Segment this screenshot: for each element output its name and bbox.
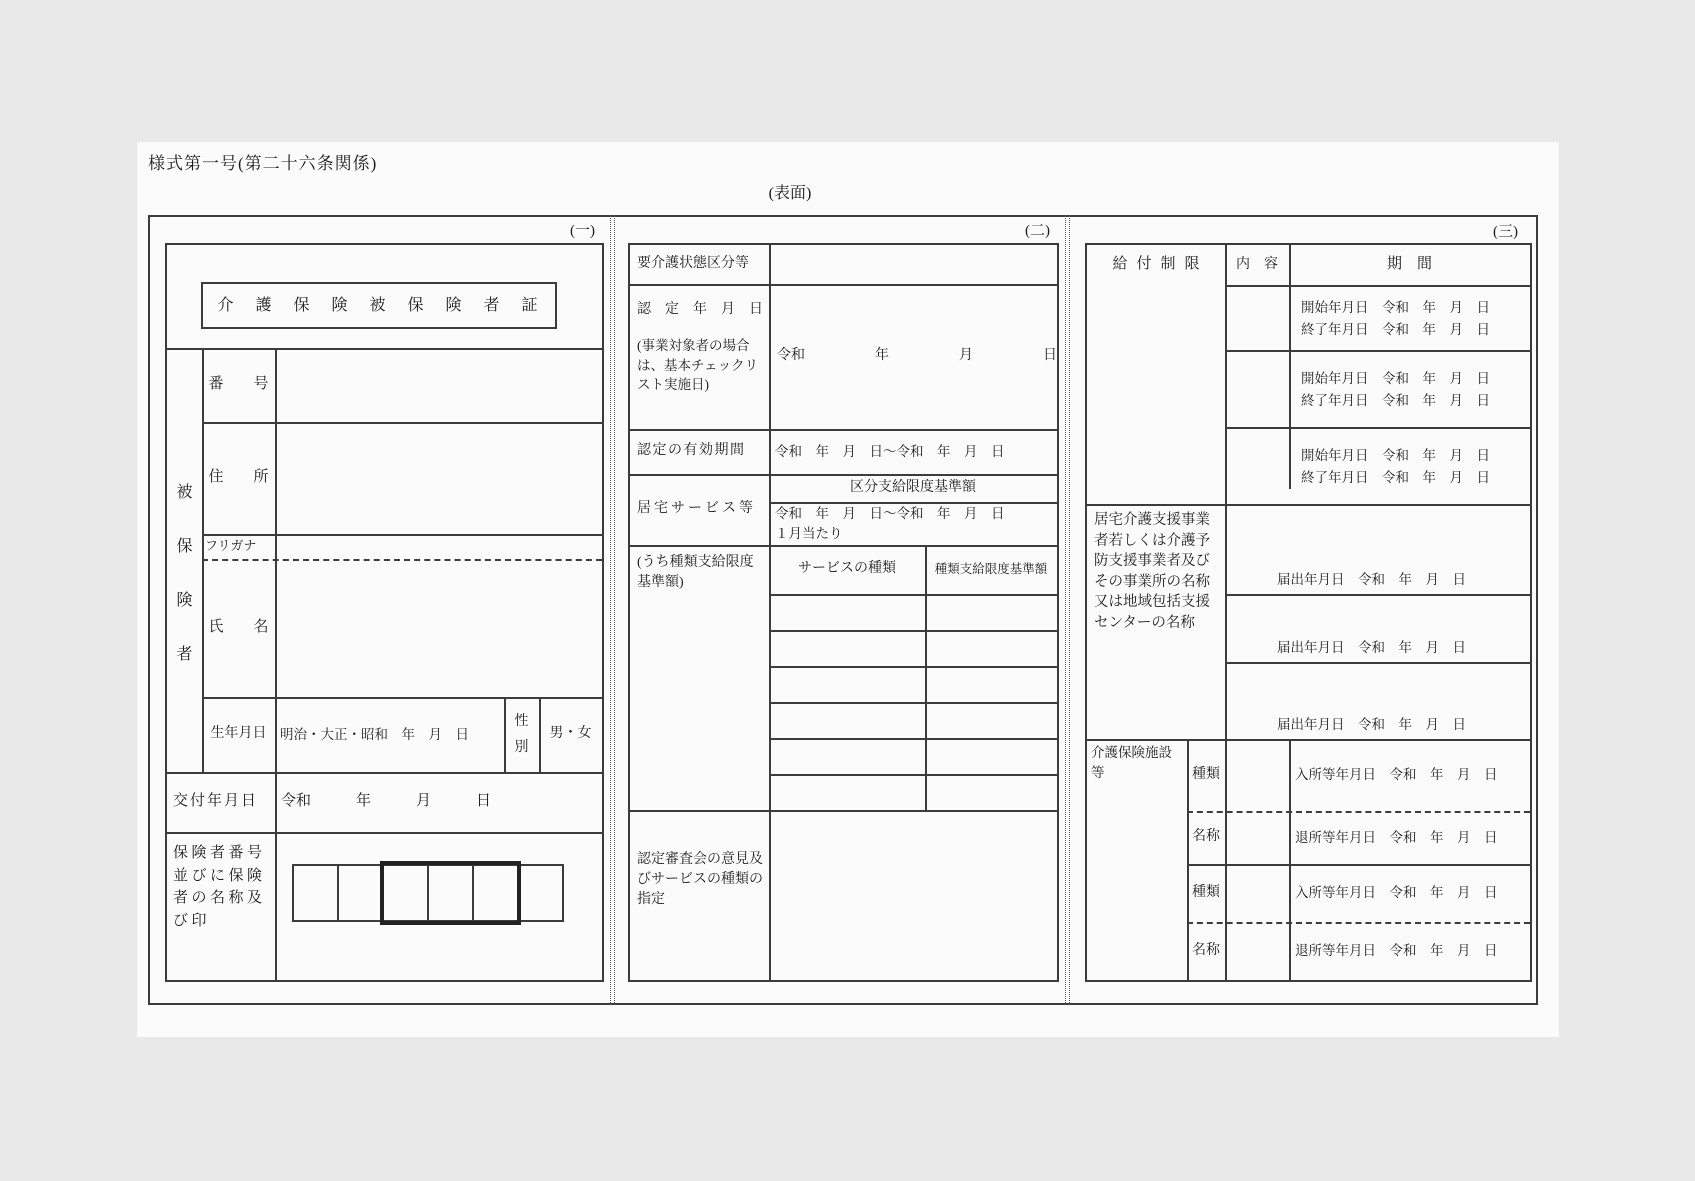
period-start: 開始年月日 令和 年 月 日 (1301, 371, 1490, 386)
category-limit-unit: １月当たり (775, 525, 843, 541)
period-end: 終了年月日 令和 年 月 日 (1301, 469, 1490, 485)
service-limit-row-cell (925, 738, 1057, 774)
address-value-cell (275, 422, 602, 534)
card-title-text: 介 護 保 険 被 保 険 者 証 (217, 296, 541, 314)
service-limit-row-cell (925, 630, 1057, 666)
period-end: 終了年月日 令和 年 月 日 (1301, 392, 1490, 408)
content-value-cell (1225, 350, 1289, 427)
service-type-row-cell (769, 702, 925, 738)
panel1-corner-label: (一) (570, 223, 595, 239)
facility-date-row: 入所等年月日 令和 年 月 日 (1295, 767, 1498, 783)
insurer-number-cell (429, 866, 474, 920)
facility-date-row: 退所等年月日 令和 年 月 日 (1295, 943, 1498, 959)
birthdate-label: 生年月日 (210, 726, 267, 742)
furigana-label: フリガナ (205, 538, 257, 554)
form-number-title: 様式第一号(第二十六条関係) (148, 154, 378, 173)
name-value-cell (275, 559, 602, 697)
issue-date-label: 交付年月日 (173, 793, 259, 810)
home-service-label: 居宅サービス等 (637, 501, 756, 517)
fold-line-2 (1065, 215, 1070, 1005)
content-value-cell (1225, 427, 1289, 504)
furigana-value-cell (275, 534, 602, 559)
facility-date-row: 退所等年月日 令和 年 月 日 (1295, 829, 1498, 845)
category-limit-header: 区分支給限度基準額 (850, 479, 976, 495)
insured-person-vertical-label-cell (167, 348, 202, 772)
content-value-cell (1225, 285, 1289, 350)
facility-name-label: 名称 (1192, 942, 1220, 958)
care-level-label: 要介護状態区分等 (637, 256, 749, 272)
insurer-number-boxes (292, 864, 564, 922)
insurer-number-cell (474, 866, 519, 920)
panel1-insured-card (165, 243, 604, 982)
service-type-header: サービスの種類 (798, 561, 896, 577)
service-type-row-cell (769, 594, 925, 630)
notification-date-row: 届出年月日 令和 年 月 日 (1277, 640, 1466, 656)
birthdate-value: 明治・大正・昭和 年 月 日 (280, 726, 469, 742)
review-board-value-cell (769, 810, 1057, 980)
facility-content-cell (1225, 864, 1289, 922)
service-limit-row-cell (925, 594, 1057, 630)
facility-content-cell (1225, 739, 1289, 811)
service-limit-row-cell (925, 666, 1057, 702)
insurer-number-cell (339, 866, 384, 920)
address-label: 住 所 (208, 469, 269, 486)
sex-label: 性別 (514, 713, 529, 755)
issue-date-value: 令和 年 月 日 (281, 793, 492, 810)
certification-date-label-cell (630, 284, 769, 429)
facility-name-label: 名称 (1192, 829, 1220, 845)
insurer-number-cell (384, 866, 429, 920)
notification-date-row: 届出年月日 令和 年 月 日 (1277, 572, 1466, 588)
review-board-label: 認定審査会の意見及びサービスの種類の指定 (637, 851, 763, 908)
period-start: 開始年月日 令和 年 月 日 (1301, 448, 1490, 463)
benefit-restriction-header: 給付制限 (1112, 256, 1209, 273)
service-limit-row-cell (925, 702, 1057, 738)
content-header: 内 容 (1236, 256, 1278, 272)
period-header: 期 間 (1386, 256, 1432, 273)
restriction-period-cell (1289, 350, 1530, 427)
period-start: 開始年月日 令和 年 月 日 (1301, 300, 1490, 315)
period-end: 終了年月日 令和 年 月 日 (1301, 321, 1490, 337)
insured-person-vertical-label: 被保険者 (176, 484, 193, 663)
valid-period-label: 認定の有効期間 (637, 443, 746, 459)
service-limit-header: 種類支給限度基準額 (934, 562, 1048, 577)
care-support-provider-label: 居宅介護支援事業者若しくは介護予防支援事業者及びその事業所の名称又は地域包括支援センターの名称 (1094, 512, 1210, 631)
valid-period-value: 令和 年 月 日～令和 年 月 日 (775, 443, 1005, 459)
sex-label-cell (504, 697, 539, 772)
panel2-certification (628, 243, 1059, 982)
category-limit-period-cell (769, 502, 1057, 545)
notification-date-row: 届出年月日 令和 年 月 日 (1277, 717, 1466, 733)
certification-date-value: 令和 年 月 日 (777, 348, 1057, 364)
service-type-row-cell (769, 666, 925, 702)
certification-date-label: 認 定 年 月 日 (637, 302, 763, 317)
restriction-period-cell (1289, 427, 1530, 504)
service-limit-row-cell (925, 774, 1057, 810)
name-label: 氏 名 (208, 619, 269, 636)
number-value-cell (275, 348, 602, 422)
facility-date-row: 入所等年月日 令和 年 月 日 (1295, 885, 1498, 901)
category-limit-period: 令和 年 月 日～令和 年 月 日 (775, 506, 1005, 521)
card-title-box (201, 282, 557, 329)
facility-type-label: 種類 (1192, 884, 1220, 900)
service-type-row-cell (769, 738, 925, 774)
facility-content-cell (1225, 922, 1289, 980)
insurer-number-label: 保険者番号並びに保険者の名称及び印 (173, 845, 266, 929)
type-limit-label: (うち種類支給限度基準額) (637, 555, 754, 591)
insurer-number-cell (519, 866, 562, 920)
number-label: 番 号 (208, 376, 269, 393)
fold-line-1 (610, 215, 615, 1005)
panel3-corner-label: (三) (1493, 224, 1518, 240)
front-side-label: (表面) (768, 185, 812, 202)
care-level-value-cell (769, 245, 1057, 284)
facility-content-cell (1225, 811, 1289, 864)
panel2-corner-label: (二) (1025, 223, 1050, 239)
care-facility-label: 介護保険施設等 (1091, 745, 1172, 780)
restriction-period-cell (1289, 285, 1530, 350)
certification-date-note: (事業対象者の場合は、基本チェックリスト実施日) (637, 338, 759, 393)
service-type-row-cell (769, 774, 925, 810)
panel3-benefit-restriction (1085, 243, 1532, 982)
insurer-number-cell (294, 866, 339, 920)
service-type-row-cell (769, 630, 925, 666)
sex-value: 男・女 (549, 726, 592, 742)
facility-type-label: 種類 (1192, 766, 1220, 782)
